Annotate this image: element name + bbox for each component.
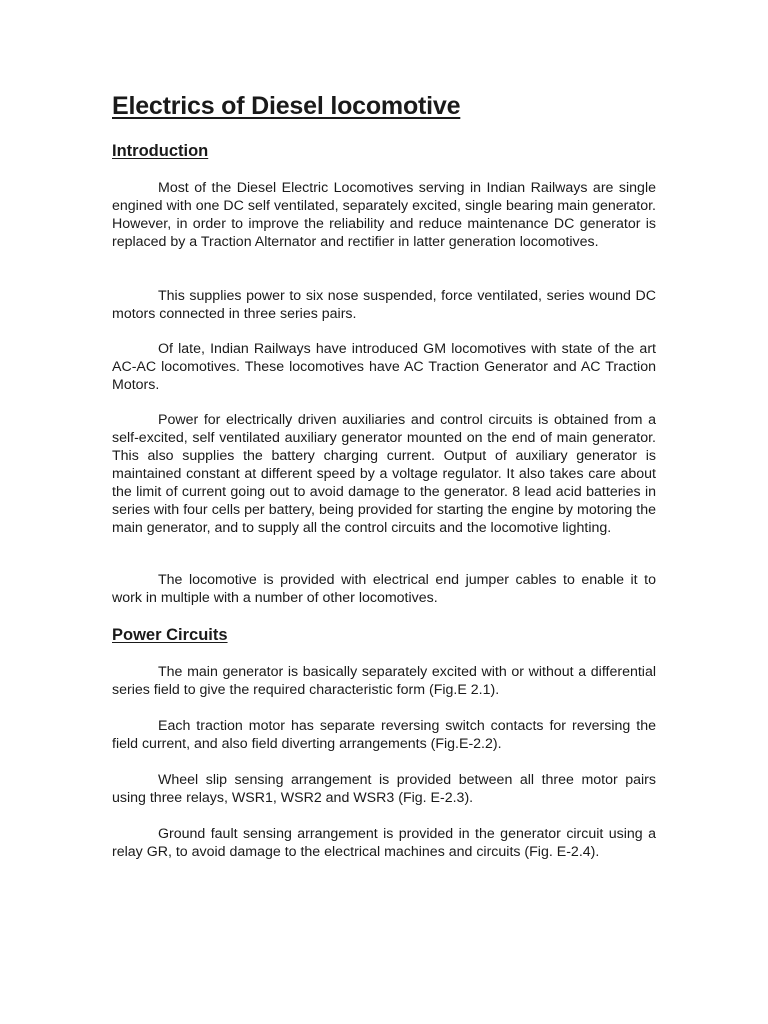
paragraph: Of late, Indian Railways have introduced GM locomotives with state of the art AC-AC locomotives. These locomotives have AC Traction Generator and AC Traction Motors. [112,341,656,393]
paragraph: Each traction motor has separate reversing switch contacts for reversing the field current, and also field diverting arrangements (Fig.E-2.2). [112,718,656,752]
section-heading-power-circuits: Power Circuits [112,626,228,644]
paragraph: This supplies power to six nose suspended, force ventilated, series wound DC motors connected in three series pairs. [112,288,656,322]
paragraph: The main generator is basically separately excited with or without a differential series field to give the required characteristic form (Fig.E 2.1). [112,664,656,698]
paragraph: Wheel slip sensing arrangement is provided between all three motor pairs using three relays, WSR1, WSR2 and WSR3 (Fig. E-2.3). [112,772,656,806]
paragraph: The locomotive is provided with electrical end jumper cables to enable it to work in multiple with a number of other locomotives. [112,572,656,606]
paragraph: Ground fault sensing arrangement is provided in the generator circuit using a relay GR, to avoid damage to the electrical machines and circuits (Fig. E-2.4). [112,826,656,860]
paragraph: Most of the Diesel Electric Locomotives serving in Indian Railways are single engined with one DC self ventilated, separately excited, single bearing main generator. However, in order to improve the reliability and reduce maintenance DC generator is replaced by a Traction Alternator and rectifier in latter generation locomotives. [112,180,656,250]
document-title: Electrics of Diesel locomotive [112,92,461,120]
document-page [112,0,656,1024]
paragraph: Power for electrically driven auxiliaries and control circuits is obtained from a self-excited, self ventilated auxiliary generator mounted on the end of main generator. This also supplies the battery charging current. Output of auxiliary generator is maintained constant at different speed by a voltage regulator. It also takes care about the limit of current going out to avoid damage to the generator. 8 lead acid batteries in series with four cells per battery, being provided for starting the engine by motoring the main generator, and to supply all the control circuits and the locomotive lighting. [112,412,656,536]
section-heading-introduction: Introduction [112,142,209,160]
